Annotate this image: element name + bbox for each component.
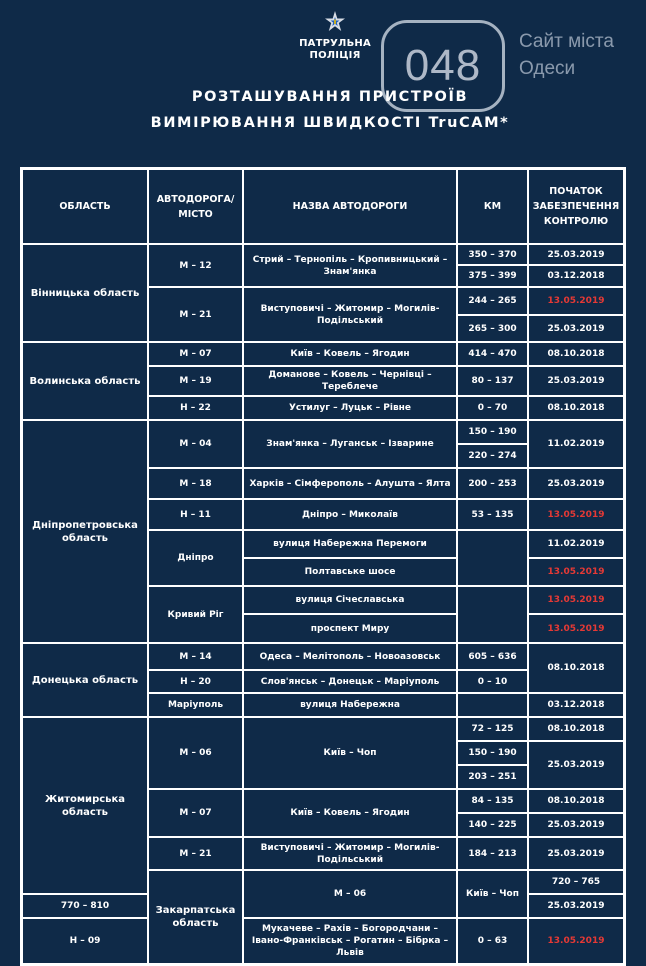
road-name-cell: Одеса – Мелітополь – Новоазовськ bbox=[243, 643, 457, 670]
km-cell: 220 – 274 bbox=[457, 444, 528, 468]
road-cell: М – 21 bbox=[148, 287, 243, 342]
date-cell: 25.03.2019 bbox=[528, 894, 624, 918]
header-road: АВТОДОРОГА/ МІСТО bbox=[148, 169, 243, 244]
road-cell: М – 12 bbox=[148, 244, 243, 287]
road-name-cell: Знам'янка – Луганськ – Ізварине bbox=[243, 420, 457, 468]
road-cell: М – 07 bbox=[148, 789, 243, 837]
road-name-cell: вулиця Набережна bbox=[243, 693, 457, 717]
police-logo bbox=[290, 10, 380, 62]
date-cell: 03.12.2018 bbox=[528, 265, 624, 287]
table-header-row bbox=[22, 169, 624, 244]
road-cell: Н – 11 bbox=[148, 499, 243, 530]
km-cell bbox=[457, 586, 528, 643]
km-cell: 53 – 135 bbox=[457, 499, 528, 530]
road-cell: М – 14 bbox=[148, 643, 243, 670]
region-cell: Волинська область bbox=[22, 342, 148, 420]
road-name-cell: Київ – Ковель – Ягодин bbox=[243, 342, 457, 366]
road-cell: Н – 20 bbox=[148, 670, 243, 693]
header-road-name: НАЗВА АВТОДОРОГИ bbox=[243, 169, 457, 244]
region-cell: Закарпатська область bbox=[148, 870, 243, 964]
header-km: КМ bbox=[457, 169, 528, 244]
road-name-cell: Київ – Чоп bbox=[243, 717, 457, 789]
km-cell: 203 – 251 bbox=[457, 765, 528, 789]
km-cell: 150 – 190 bbox=[457, 741, 528, 765]
page-title-line1: РОЗТАШУВАННЯ ПРИСТРОЇВ bbox=[191, 89, 469, 105]
road-cell: М – 06 bbox=[148, 717, 243, 789]
table-row bbox=[22, 918, 624, 964]
date-cell: 13.05.2019 bbox=[528, 287, 624, 315]
road-name-cell: Устилуг – Луцьк – Рівне bbox=[243, 396, 457, 420]
region-cell: Житомирська область bbox=[22, 717, 148, 894]
date-cell: 25.03.2019 bbox=[528, 366, 624, 396]
road-name-cell: Харків – Сімферополь – Алушта – Ялта bbox=[243, 468, 457, 499]
date-cell: 11.02.2019 bbox=[528, 530, 624, 558]
table-row bbox=[22, 244, 624, 265]
date-cell: 25.03.2019 bbox=[528, 468, 624, 499]
date-cell: 08.10.2018 bbox=[528, 789, 624, 813]
km-cell: 80 – 137 bbox=[457, 366, 528, 396]
road-name-cell: вулиця Січеславська bbox=[243, 586, 457, 614]
road-cell: М – 19 bbox=[148, 366, 243, 396]
km-cell: 0 – 70 bbox=[457, 396, 528, 420]
km-cell: 375 – 399 bbox=[457, 265, 528, 287]
road-cell: Кривий Ріг bbox=[148, 586, 243, 643]
date-cell: 13.05.2019 bbox=[528, 586, 624, 614]
road-cell: Дніпро bbox=[148, 530, 243, 586]
site-watermark-line1: Сайт міста bbox=[519, 31, 614, 52]
region-cell: Донецька область bbox=[22, 643, 148, 717]
date-cell: 08.10.2018 bbox=[528, 643, 624, 693]
police-logo-line2: ПОЛІЦІЯ bbox=[309, 50, 361, 61]
road-name-cell: Київ – Ковель – Ягодин bbox=[243, 789, 457, 837]
page-title bbox=[100, 84, 560, 136]
table-row bbox=[22, 342, 624, 366]
site-watermark-text bbox=[519, 28, 646, 82]
page-title-line2: ВИМІРЮВАННЯ ШВИДКОСТІ TruCAM* bbox=[150, 115, 510, 131]
road-cell: М – 18 bbox=[148, 468, 243, 499]
header-region: ОБЛАСТЬ bbox=[22, 169, 148, 244]
date-cell: 25.03.2019 bbox=[528, 315, 624, 342]
road-name-cell: Полтавське шосе bbox=[243, 558, 457, 586]
km-cell: 150 – 190 bbox=[457, 420, 528, 444]
police-star-icon bbox=[323, 10, 347, 34]
date-cell: 03.12.2018 bbox=[528, 693, 624, 717]
table-row bbox=[22, 420, 624, 444]
road-cell: Маріуполь bbox=[148, 693, 243, 717]
km-cell: 244 – 265 bbox=[457, 287, 528, 315]
km-cell: 0 – 63 bbox=[457, 918, 528, 964]
date-cell: 25.03.2019 bbox=[528, 813, 624, 837]
header-start-date: ПОЧАТОК ЗАБЕЗПЕЧЕННЯ КОНТРОЛЮ bbox=[528, 169, 624, 244]
road-name-cell: Слов'янськ – Донецьк – Маріуполь bbox=[243, 670, 457, 693]
km-cell: 200 – 253 bbox=[457, 468, 528, 499]
date-cell: 13.05.2019 bbox=[528, 918, 624, 964]
km-cell: 0 – 10 bbox=[457, 670, 528, 693]
site-watermark-line2: Одеси bbox=[519, 58, 576, 79]
date-cell: 25.03.2019 bbox=[528, 244, 624, 265]
km-cell: 770 – 810 bbox=[22, 894, 148, 918]
date-cell: 08.10.2018 bbox=[528, 717, 624, 741]
road-name-cell: вулиця Набережна Перемоги bbox=[243, 530, 457, 558]
table-row bbox=[22, 717, 624, 741]
km-cell: 350 – 370 bbox=[457, 244, 528, 265]
police-logo-line1: ПАТРУЛЬНА bbox=[299, 38, 371, 49]
km-cell bbox=[457, 530, 528, 586]
road-name-cell: Стрий – Тернопіль – Кропивницький – Знам'янка bbox=[243, 244, 457, 287]
region-cell: Вінницька область bbox=[22, 244, 148, 342]
road-name-cell: Виступовичі – Житомир – Могилів-Подільський bbox=[243, 287, 457, 342]
km-cell: 414 – 470 bbox=[457, 342, 528, 366]
km-cell: 720 – 765 bbox=[528, 870, 624, 894]
km-cell: 265 – 300 bbox=[457, 315, 528, 342]
km-cell: 84 – 135 bbox=[457, 789, 528, 813]
km-cell: 605 – 636 bbox=[457, 643, 528, 670]
date-cell: 25.03.2019 bbox=[528, 837, 624, 870]
road-name-cell: Дніпро – Миколаїв bbox=[243, 499, 457, 530]
date-cell: 08.10.2018 bbox=[528, 342, 624, 366]
road-cell: Н – 22 bbox=[148, 396, 243, 420]
road-cell: М – 04 bbox=[148, 420, 243, 468]
site-watermark-code: 048 bbox=[404, 41, 482, 90]
date-cell: 13.05.2019 bbox=[528, 614, 624, 643]
km-cell bbox=[457, 693, 528, 717]
road-cell: М – 21 bbox=[148, 837, 243, 870]
table-row bbox=[22, 643, 624, 670]
road-name-cell: Мукачеве – Рахів – Богородчани – Івано-Франківськ – Рогатин – Бібрка – Львів bbox=[243, 918, 457, 964]
header bbox=[0, 0, 646, 160]
region-cell: Дніпропетровська область bbox=[22, 420, 148, 643]
date-cell: 08.10.2018 bbox=[528, 396, 624, 420]
km-cell: 140 – 225 bbox=[457, 813, 528, 837]
road-name-cell: Виступовичі – Житомир – Могилів-Подільський bbox=[243, 837, 457, 870]
date-cell: 25.03.2019 bbox=[528, 741, 624, 789]
km-cell: 184 – 213 bbox=[457, 837, 528, 870]
road-name-cell: Київ – Чоп bbox=[457, 870, 528, 918]
road-cell: М – 07 bbox=[148, 342, 243, 366]
road-cell: М – 06 bbox=[243, 870, 457, 918]
road-name-cell: Доманове – Ковель – Чернівці – Тереблече bbox=[243, 366, 457, 396]
km-cell: 72 – 125 bbox=[457, 717, 528, 741]
road-name-cell: проспект Миру bbox=[243, 614, 457, 643]
date-cell: 13.05.2019 bbox=[528, 558, 624, 586]
road-cell: Н – 09 bbox=[22, 918, 148, 964]
date-cell: 13.05.2019 bbox=[528, 499, 624, 530]
trucam-locations-table bbox=[20, 167, 626, 966]
date-cell: 11.02.2019 bbox=[528, 420, 624, 468]
